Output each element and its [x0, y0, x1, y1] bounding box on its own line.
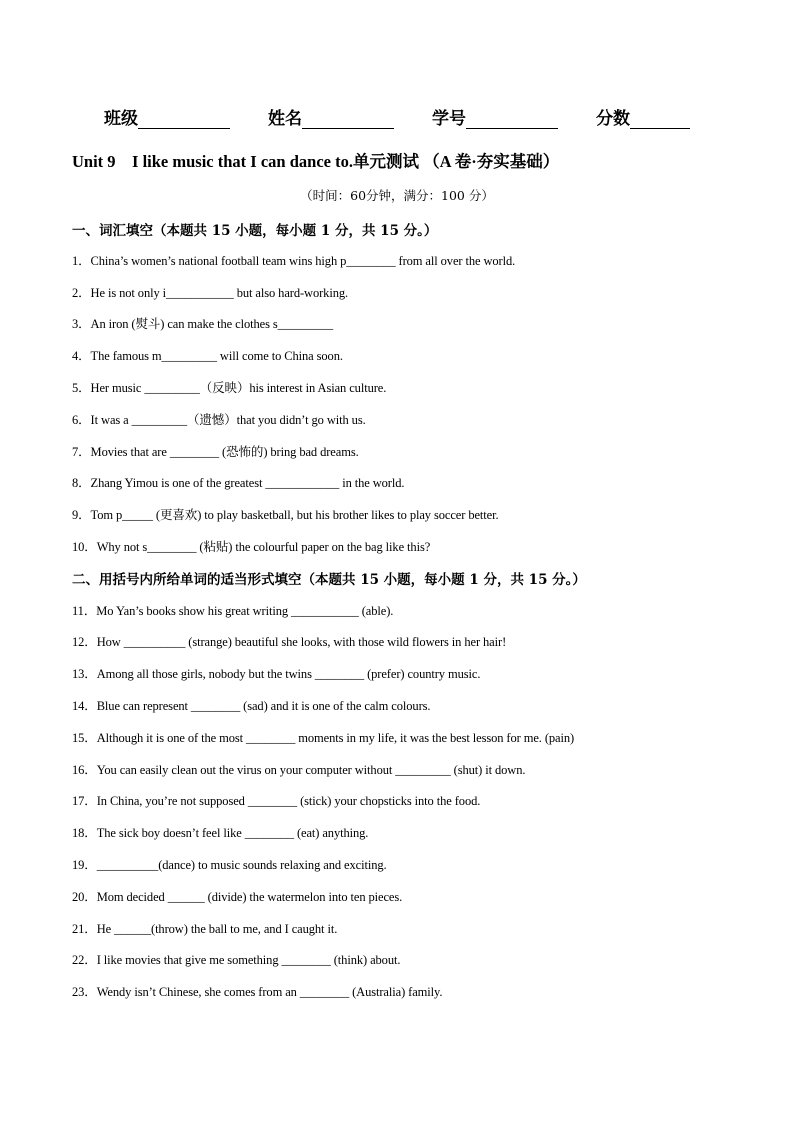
student-info-row [0, 104, 794, 129]
question-item: 8．Zhang Yimou is one of the greatest ____________ in the world. [72, 476, 405, 490]
question-item: 6．It was a _________（遗憾）that you didn’t go with us. [72, 413, 366, 427]
question-item: 12．How __________ (strange) beautiful she looks, with those wild flowers in her hair! [72, 635, 507, 649]
student-id-field [432, 104, 558, 129]
section-heading-word-forms: 二、用括号内所给单词的适当形式填空（本题共 15 小题，每小题 1 分，共 15 分。） [72, 572, 586, 588]
question-item: 14．Blue can represent ________ (sad) and it is one of the calm colours. [72, 699, 431, 713]
question-item: 21．He ______(throw) the ball to me, and I caught it. [72, 922, 338, 936]
question-item: 11．Mo Yan’s books show his great writing ___________ (able). [72, 604, 394, 618]
exam-time-info: （时间：60分钟，满分：100 分） [300, 188, 494, 203]
class-blank[interactable] [138, 108, 230, 129]
student-id-blank[interactable] [466, 108, 558, 129]
question-item: 1．China’s women’s national football team wins high p________ from all over the world. [72, 254, 516, 268]
section-heading-vocabulary: 一、词汇填空（本题共 15 小题，每小题 1 分，共 15 分。） [72, 223, 438, 239]
question-item: 9．Tom p_____ (更喜欢) to play basketball, but his brother likes to play soccer better. [72, 508, 499, 522]
question-item: 4．The famous m_________ will come to China soon. [72, 349, 343, 363]
question-item: 10．Why not s________ (粘贴) the colourful paper on the bag like this? [72, 540, 431, 554]
name-blank[interactable] [302, 108, 394, 129]
question-item: 2．He is not only i___________ but also hard-working. [72, 286, 349, 300]
score-label: 分数 [596, 109, 630, 129]
question-item: 23．Wendy isn’t Chinese, she comes from an ________ (Australia) family. [72, 985, 443, 999]
class-field [104, 104, 230, 129]
question-item: 22．I like movies that give me something ________ (think) about. [72, 953, 401, 967]
question-item: 15．Although it is one of the most ________ moments in my life, it was the best lesson for me. (pain) [72, 731, 575, 745]
name-field [268, 104, 394, 129]
question-item: 13．Among all those girls, nobody but the twins ________ (prefer) country music. [72, 667, 481, 681]
question-item: 20．Mom decided ______ (divide) the watermelon into ten pieces. [72, 890, 403, 904]
question-item: 19．__________(dance) to music sounds relaxing and exciting. [72, 858, 387, 872]
class-label: 班级 [104, 109, 138, 129]
question-item: 3．An iron (熨斗) can make the clothes s_________ [72, 317, 333, 331]
question-item: 5．Her music _________（反映）his interest in Asian culture. [72, 381, 387, 395]
question-item: 7．Movies that are ________ (恐怖的) bring bad dreams. [72, 445, 359, 459]
page-title: Unit 9 I like music that I can dance to.单元测试 （A 卷·夯实基础） [72, 152, 560, 171]
question-item: 17．In China, you’re not supposed ________ (stick) your chopsticks into the food. [72, 794, 481, 808]
score-field [596, 104, 690, 129]
question-item: 18．The sick boy doesn’t feel like ________ (eat) anything. [72, 826, 369, 840]
student-id-label: 学号 [432, 109, 466, 129]
question-item: 16．You can easily clean out the virus on your computer without _________ (shut) it down. [72, 763, 526, 777]
score-blank[interactable] [630, 108, 690, 129]
name-label: 姓名 [268, 109, 302, 129]
